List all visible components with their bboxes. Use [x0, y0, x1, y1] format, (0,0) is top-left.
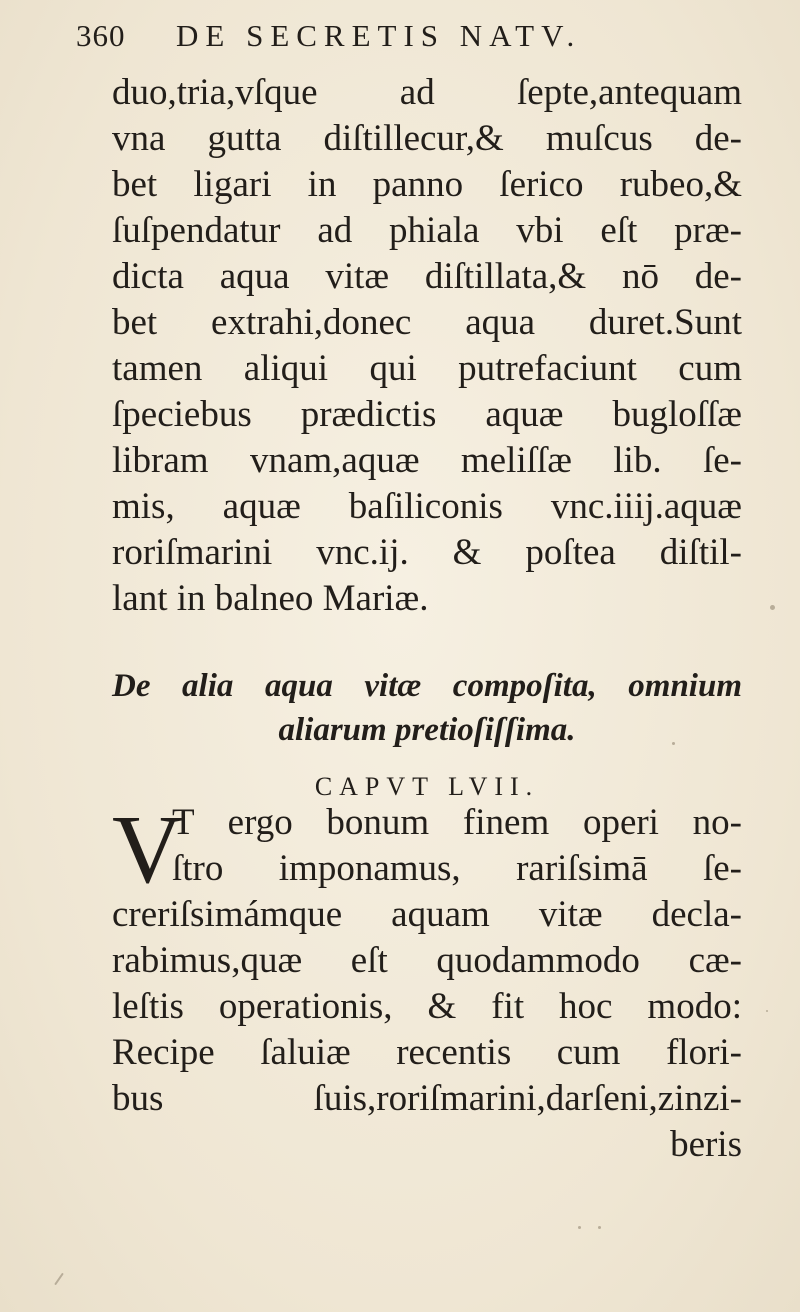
paper-speck [672, 742, 675, 745]
text-line: Recipe ſaluiæ recentis cum flori- [112, 1032, 742, 1073]
text-line: vna gutta diſtillecur,& muſcus de- [112, 118, 742, 159]
text-line: libram vnam,aquæ meliſſæ lib. ſe- [112, 440, 742, 481]
chapter-body [112, 796, 742, 1168]
paper-speck [598, 1226, 601, 1229]
running-title: DE SECRETIS NATV. [176, 18, 582, 53]
paper-speck [770, 605, 775, 610]
text-line: ſpeciebus prædictis aquæ bugloſſæ [112, 394, 742, 435]
drop-cap: V [112, 796, 183, 904]
paper-speck [578, 1226, 581, 1229]
body-text [112, 70, 742, 622]
text-line: creriſsimámque aquam vitæ decla- [112, 894, 742, 935]
text-line: lant in balneo Mariæ. [112, 578, 429, 619]
text-line: dicta aqua vitæ diſtillata,& nō de- [112, 256, 742, 297]
text-line: bet extrahi,donec aqua duret.Sunt [112, 302, 742, 343]
chapter-label: CAPVT LVII. [314, 772, 540, 801]
paper-speck [54, 1273, 64, 1286]
text-line: ſtro imponamus, rariſsimā ſe- [172, 848, 742, 889]
heading-line: aliarum pretioſiſſima. [278, 712, 576, 748]
text-line: rabimus,quæ eſt quodammodo cæ- [112, 940, 742, 981]
section-heading [112, 664, 742, 752]
text-line: bet ligari in panno ſerico rubeo,& [112, 164, 742, 205]
text-line: leſtis operationis, & fit hoc modo: [112, 986, 742, 1027]
page-number: 360 [76, 18, 126, 53]
text-line: T ergo bonum finem operi no- [172, 802, 742, 843]
running-head [76, 18, 676, 68]
text-line: tamen aliqui qui putrefaciunt cum [112, 348, 742, 389]
text-line: roriſmarini vnc.ij. & poſtea diſtil- [112, 532, 742, 573]
paper-speck [766, 1010, 768, 1012]
catchword: beris [670, 1124, 742, 1165]
text-line: duo,tria,vſque ad ſepte,antequam [112, 72, 742, 113]
heading-line: De alia aqua vitæ compoſita, omnium [112, 668, 742, 704]
text-line: ſuſpendatur ad phiala vbi eſt præ- [112, 210, 742, 251]
text-line: mis, aquæ baſiliconis vnc.iiij.aquæ [112, 486, 742, 527]
text-line: bus ſuis,roriſmarini,darſeni,zinzi- [112, 1078, 742, 1119]
